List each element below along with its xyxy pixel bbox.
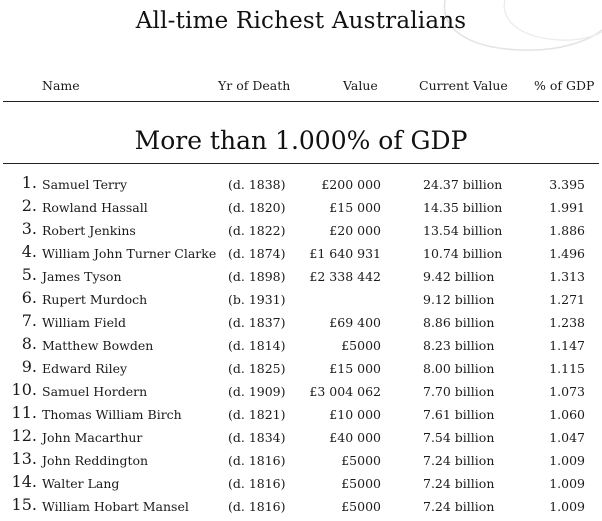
person-name: Rowland Hassall [42, 200, 148, 215]
value-cell: £20 000 [329, 223, 381, 238]
person-name: William Field [42, 315, 126, 330]
year-of-death: (d. 1816) [228, 499, 286, 514]
person-name: John Reddington [42, 453, 149, 468]
rank-number: 2. [21, 196, 37, 215]
rank-number: 7. [21, 311, 37, 330]
rank-number: 9. [21, 357, 37, 376]
person-name: Samuel Terry [42, 177, 128, 192]
table-row [0, 333, 602, 356]
value-cell: £5000 [341, 453, 381, 468]
rank-number: 14. [11, 472, 37, 491]
table-row [0, 218, 602, 241]
richest-table-body [0, 172, 602, 517]
value-cell: £15 000 [329, 200, 381, 215]
gdp-percent-cell: 1.886 [549, 223, 585, 238]
value-cell: £40 000 [329, 430, 381, 445]
year-of-death: (d. 1898) [228, 269, 286, 284]
column-header-gdp: % of GDP [534, 78, 595, 93]
person-name: Matthew Bowden [42, 338, 154, 353]
gdp-percent-cell: 3.395 [549, 177, 585, 192]
table-row [0, 172, 602, 195]
current-value-cell: 7.54 billion [423, 430, 495, 445]
table-row [0, 356, 602, 379]
rank-number: 1. [21, 173, 37, 192]
rank-number: 11. [11, 403, 37, 422]
current-value-cell: 24.37 billion [423, 177, 503, 192]
year-of-death: (d. 1816) [228, 453, 286, 468]
year-of-death: (d. 1821) [228, 407, 286, 422]
value-cell: £5000 [341, 338, 381, 353]
table-row [0, 425, 602, 448]
current-value-cell: 7.61 billion [423, 407, 495, 422]
person-name: James Tyson [42, 269, 122, 284]
person-name: Edward Riley [42, 361, 128, 376]
year-of-death: (d. 1822) [228, 223, 286, 238]
column-header-row [0, 78, 602, 98]
person-name: Walter Lang [42, 476, 120, 491]
current-value-cell: 10.74 billion [423, 246, 503, 261]
column-header-yr-of-death: Yr of Death [218, 78, 291, 93]
current-value-cell: 7.24 billion [423, 476, 495, 491]
column-header-value: Value [343, 78, 378, 93]
table-row [0, 310, 602, 333]
table-row [0, 287, 602, 310]
rank-number: 6. [21, 288, 37, 307]
year-of-death: (d. 1820) [228, 200, 286, 215]
rank-number: 13. [11, 449, 37, 468]
current-value-cell: 7.24 billion [423, 453, 495, 468]
year-of-death: (d. 1825) [228, 361, 286, 376]
year-of-death: (b. 1931) [228, 292, 286, 307]
year-of-death: (d. 1909) [228, 384, 286, 399]
section-divider [3, 163, 599, 164]
value-cell: £15 000 [329, 361, 381, 376]
gdp-percent-cell: 1.238 [549, 315, 585, 330]
gdp-percent-cell: 1.009 [549, 499, 585, 514]
current-value-cell: 8.00 billion [423, 361, 495, 376]
section-heading: More than 1.000% of GDP [134, 126, 468, 155]
value-cell: £2 338 442 [309, 269, 381, 284]
year-of-death: (d. 1874) [228, 246, 286, 261]
table-row [0, 494, 602, 517]
gdp-percent-cell: 1.009 [549, 453, 585, 468]
current-value-cell: 9.12 billion [423, 292, 495, 307]
rank-number: 5. [21, 265, 37, 284]
table-row [0, 471, 602, 494]
rank-number: 15. [11, 495, 37, 514]
table-row [0, 448, 602, 471]
table-row [0, 379, 602, 402]
page-title: All-time Richest Australians [135, 8, 467, 34]
gdp-percent-cell: 1.009 [549, 476, 585, 491]
rank-number: 12. [11, 426, 37, 445]
person-name: William John Turner Clarke [42, 246, 217, 261]
value-cell: £10 000 [329, 407, 381, 422]
rank-number: 10. [11, 380, 37, 399]
column-header-current-value: Current Value [419, 78, 508, 93]
table-row [0, 264, 602, 287]
table-row [0, 195, 602, 218]
person-name: Thomas William Birch [42, 407, 182, 422]
year-of-death: (d. 1834) [228, 430, 286, 445]
person-name: Rupert Murdoch [42, 292, 148, 307]
rank-number: 8. [21, 334, 37, 353]
current-value-cell: 8.86 billion [423, 315, 495, 330]
current-value-cell: 7.24 billion [423, 499, 495, 514]
gdp-percent-cell: 1.060 [549, 407, 585, 422]
value-cell: £5000 [341, 476, 381, 491]
gdp-percent-cell: 1.147 [549, 338, 585, 353]
table-row [0, 402, 602, 425]
gdp-percent-cell: 1.271 [549, 292, 585, 307]
gdp-percent-cell: 1.496 [549, 246, 585, 261]
current-value-cell: 9.42 billion [423, 269, 495, 284]
gdp-percent-cell: 1.047 [549, 430, 585, 445]
gdp-percent-cell: 1.991 [549, 200, 585, 215]
person-name: John Macarthur [42, 430, 143, 445]
gdp-percent-cell: 1.073 [549, 384, 585, 399]
current-value-cell: 14.35 billion [423, 200, 503, 215]
value-cell: £69 400 [329, 315, 381, 330]
year-of-death: (d. 1814) [228, 338, 286, 353]
rank-number: 4. [21, 242, 37, 261]
gdp-percent-cell: 1.313 [549, 269, 585, 284]
header-divider [3, 101, 599, 102]
year-of-death: (d. 1816) [228, 476, 286, 491]
current-value-cell: 8.23 billion [423, 338, 495, 353]
year-of-death: (d. 1838) [228, 177, 286, 192]
gdp-percent-cell: 1.115 [549, 361, 585, 376]
value-cell: £200 000 [321, 177, 381, 192]
current-value-cell: 13.54 billion [423, 223, 503, 238]
current-value-cell: 7.70 billion [423, 384, 495, 399]
year-of-death: (d. 1837) [228, 315, 286, 330]
value-cell: £3 004 062 [309, 384, 381, 399]
value-cell: £1 640 931 [309, 246, 381, 261]
person-name: William Hobart Mansel [42, 499, 189, 514]
person-name: Samuel Hordern [42, 384, 148, 399]
rank-number: 3. [21, 219, 37, 238]
value-cell: £5000 [341, 499, 381, 514]
table-row [0, 241, 602, 264]
person-name: Robert Jenkins [42, 223, 136, 238]
column-header-name: Name [42, 78, 80, 93]
